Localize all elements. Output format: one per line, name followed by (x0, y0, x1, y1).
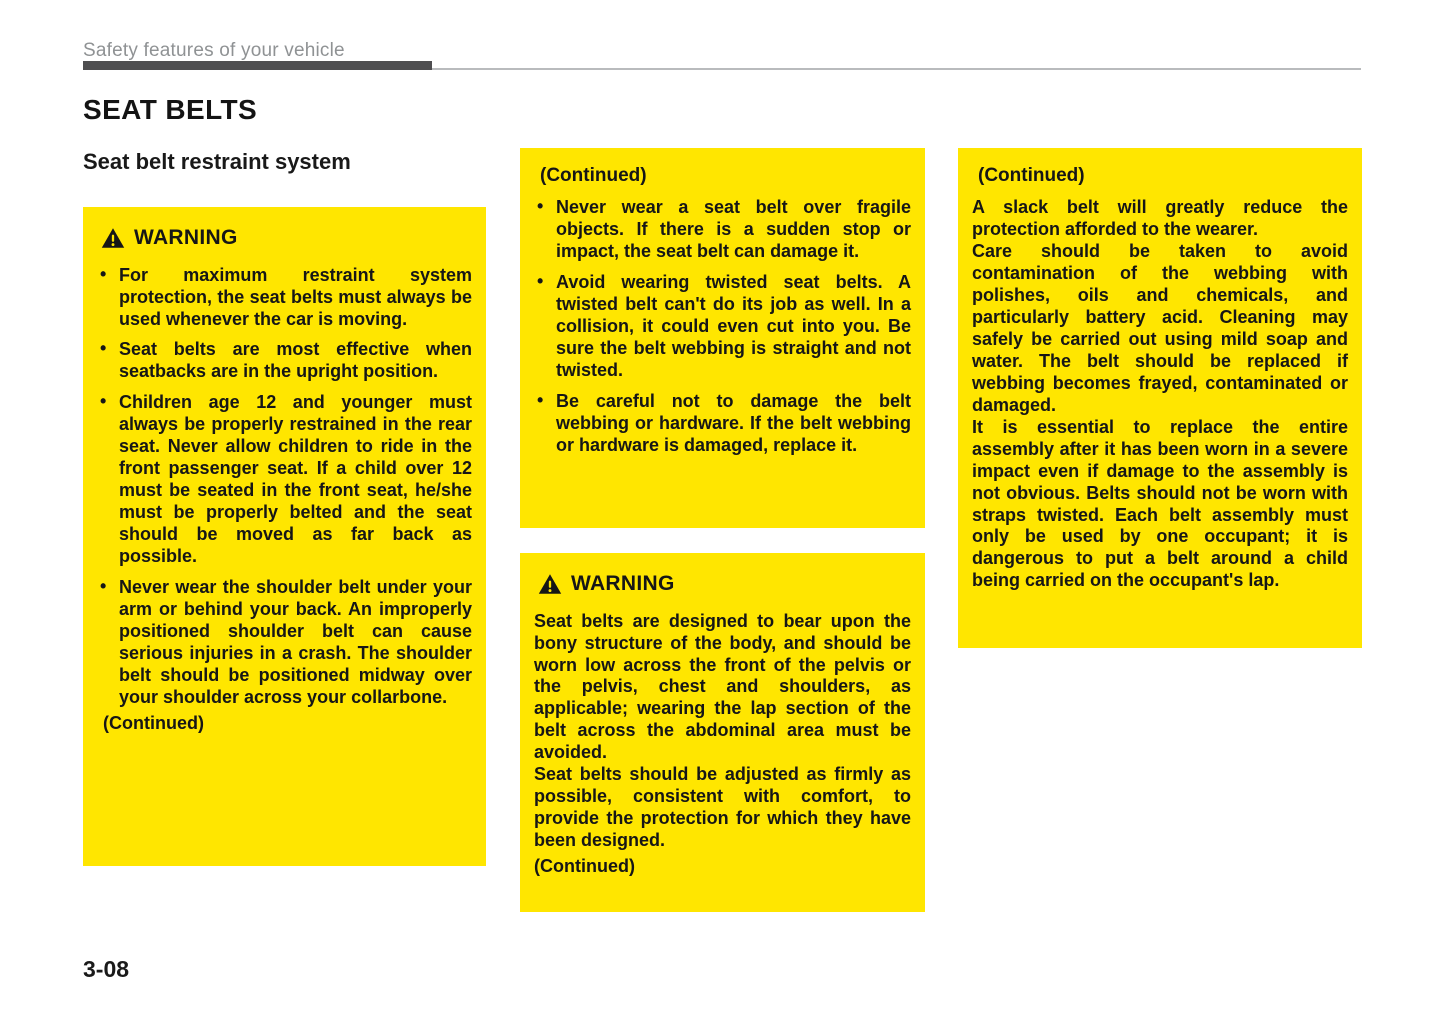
continued-box-1 (520, 148, 925, 528)
header-rule (432, 68, 1361, 70)
section-title: Seat belt restraint system (83, 149, 351, 174)
continued-paragraph: Care should be taken to avoid contamination of the webbing with polishes, oils and chemicals, and particularly battery acid. Cleaning may safely be carried out using mild soap and water. The belt should be replaced if webbing becomes frayed, contaminated or damaged. (972, 241, 1348, 415)
warning-triangle-icon (538, 573, 562, 595)
bullet-item: • For maximum restraint system protection, the seat belts must always be used whenever the car is moving. (97, 265, 472, 331)
warning-paragraph: Seat belts are designed to bear upon the bony structure of the body, and should be worn low across the front of the pelvis or the pelvis, chest and shoulders, as applicable; wearing the lap section of the belt across the abdominal area must be avoided. (534, 610, 911, 763)
warning-paragraph: Seat belts should be adjusted as firmly as possible, consistent with comfort, to provide the protection for which they have been designed. (534, 764, 911, 851)
continued-paragraph: It is essential to replace the entire assembly after it has been worn in a severe impact even if damage to the assembly is not obvious. Belts should not be worn with straps twisted. Each belt assembly must only be used by one occupant; it is dangerous to put a belt around a child being carried on the occupant's lap. (972, 416, 1348, 591)
warning-heading (538, 571, 911, 597)
warning-heading-label: WARNING (134, 226, 238, 249)
continued-label: (Continued) (103, 712, 204, 733)
warning-bullet-list (97, 265, 472, 709)
running-header-text: Safety features of your vehicle (83, 40, 345, 61)
continued-paragraph: A slack belt will greatly reduce the protection afforded to the wearer. (972, 197, 1348, 240)
continued-heading: (Continued) (540, 165, 647, 186)
continued-box-2 (958, 148, 1362, 648)
warning-box-1 (83, 207, 486, 866)
header-underline-bar (83, 61, 432, 70)
bullet-item: • Never wear a seat belt over fragile objects. If there is a sudden stop or impact, the seat belt can damage it. (534, 197, 911, 263)
continued-bullet-list (534, 197, 911, 456)
bullet-item: • Children age 12 and younger must always be properly restrained in the rear seat. Never allow children to ride in the front passenger seat. If a child over 12 must be seated in the front seat, he/she must be properly belted and the seat should be moved as far back as possible. (97, 392, 472, 568)
page-title: SEAT BELTS (83, 94, 258, 125)
warning-heading-label: WARNING (571, 572, 675, 595)
bullet-item: • Seat belts are most effective when seatbacks are in the upright position. (97, 339, 472, 383)
continued-heading: (Continued) (978, 165, 1085, 186)
bullet-item: • Avoid wearing twisted seat belts. A twisted belt can't do its job as well. In a collision, it could even cut into you. Be sure the belt webbing is straight and not twisted. (534, 272, 911, 382)
warning-box-2 (520, 553, 925, 912)
warning-triangle-icon (101, 227, 125, 249)
warning-heading (101, 225, 472, 251)
bullet-item: • Never wear the shoulder belt under your arm or behind your back. An improperly positioned shoulder belt can cause serious injuries in a crash. The shoulder belt should be positioned midway over your shoulder across your collarbone. (97, 577, 472, 709)
continued-label: (Continued) (534, 856, 635, 877)
bullet-item: • Be careful not to damage the belt webbing or hardware. If the belt webbing or hardware is damaged, replace it. (534, 391, 911, 457)
page-number: 3-08 (83, 956, 130, 982)
